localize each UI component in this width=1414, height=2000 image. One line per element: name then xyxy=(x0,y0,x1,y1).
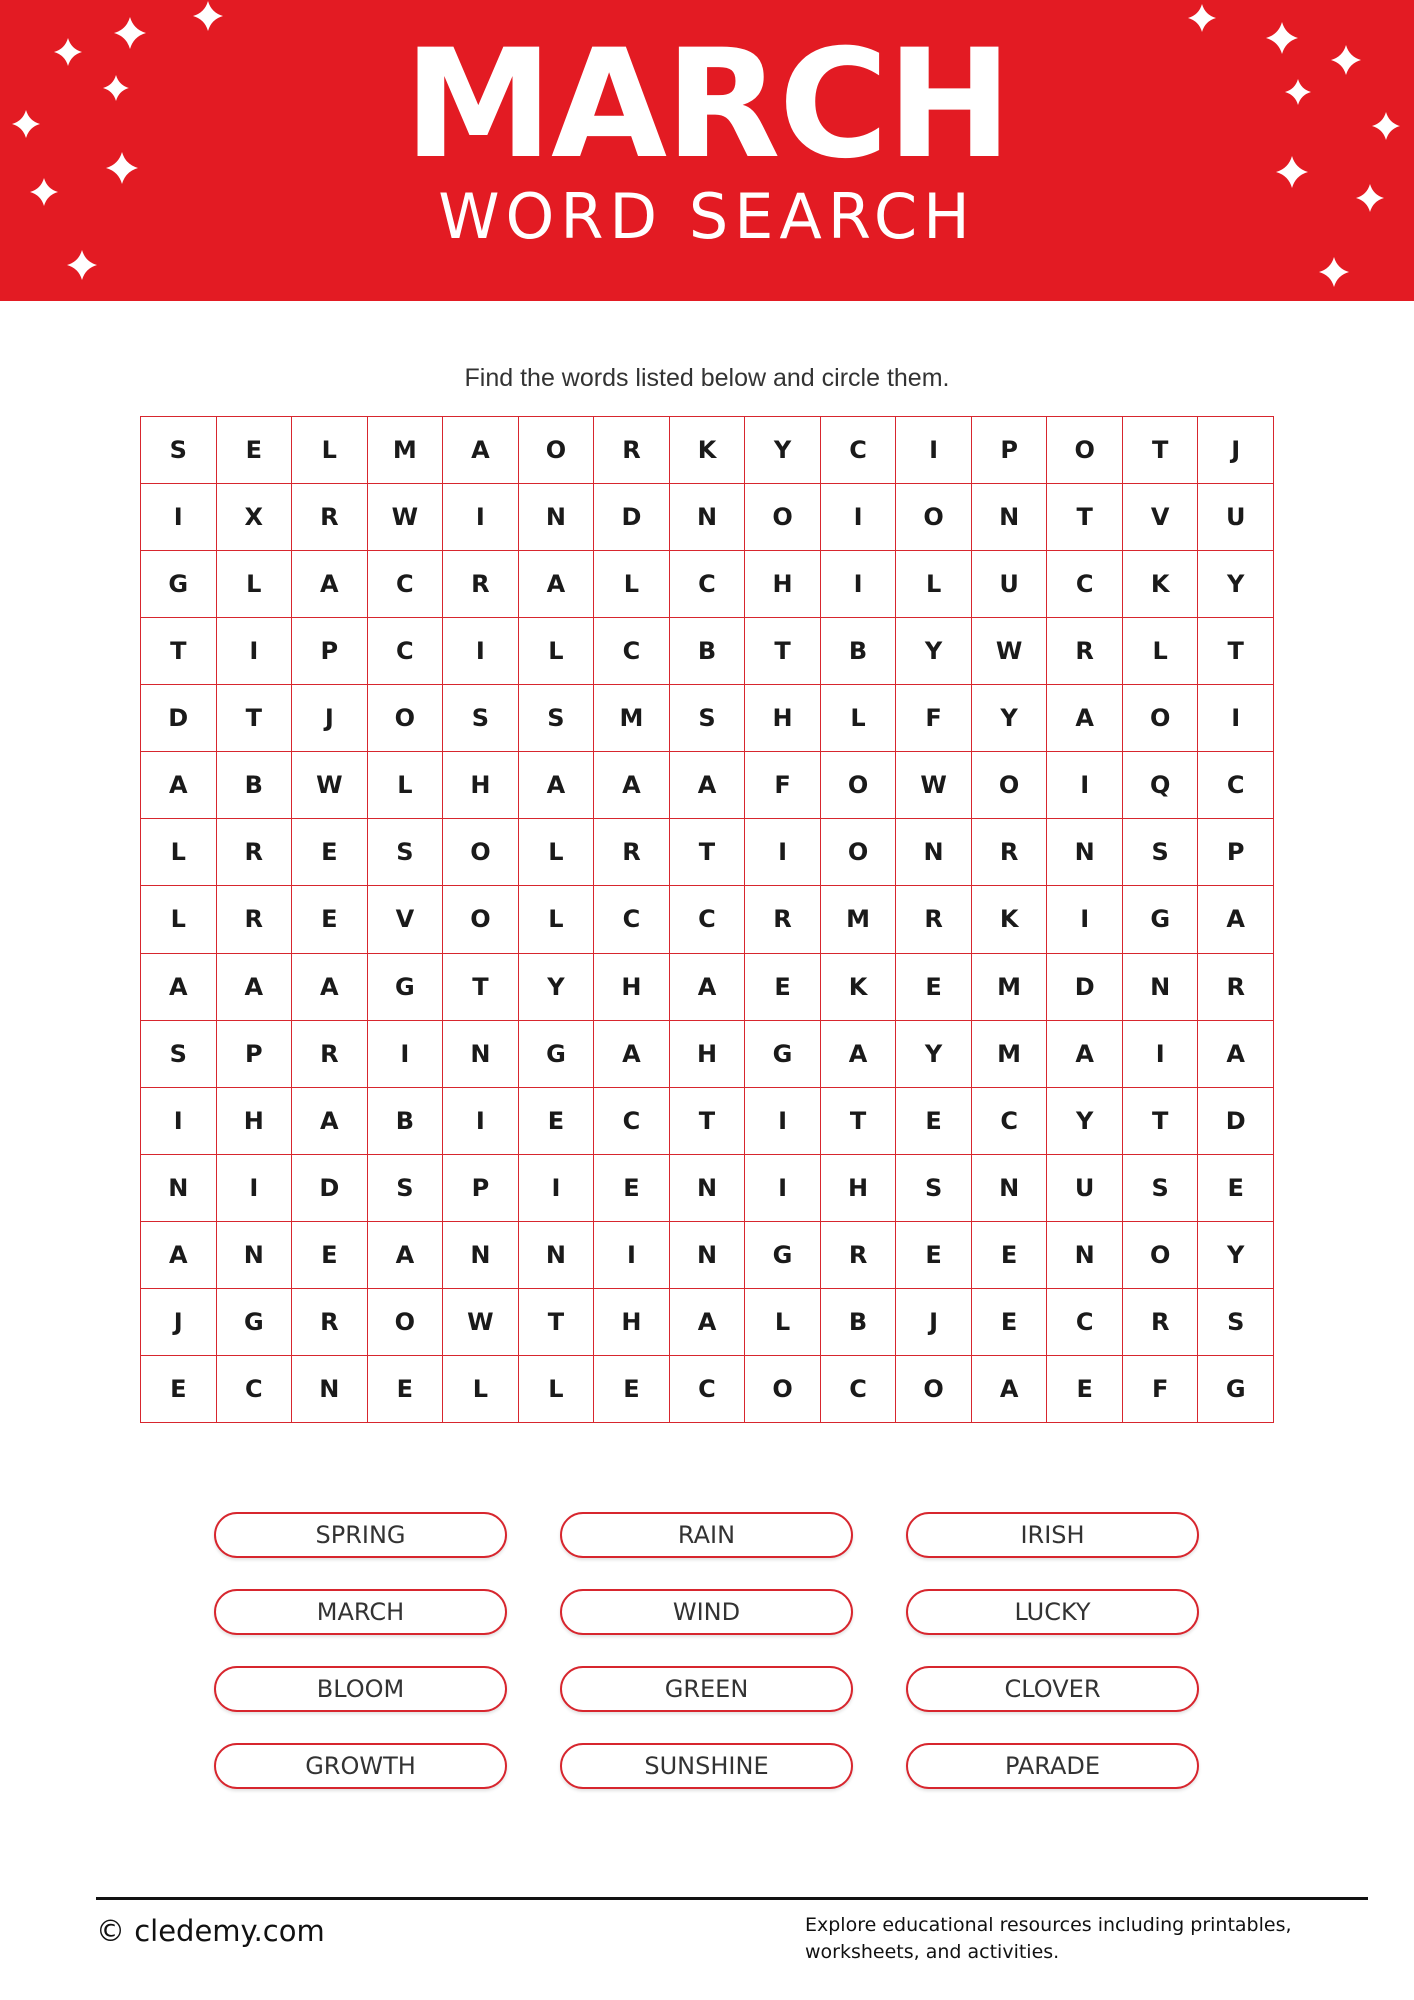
grid-cell[interactable]: J xyxy=(1198,417,1274,484)
grid-cell[interactable]: D xyxy=(1198,1088,1274,1155)
word-pill: SUNSHINE xyxy=(560,1743,853,1789)
grid-cell[interactable]: E xyxy=(368,1356,444,1423)
grid-cell[interactable]: I xyxy=(821,551,897,618)
grid-cell[interactable]: G xyxy=(519,1021,595,1088)
grid-cell[interactable]: A xyxy=(670,954,746,1021)
grid-cell[interactable]: N xyxy=(972,484,1048,551)
grid-cell[interactable]: E xyxy=(972,1289,1048,1356)
grid-cell[interactable]: Y xyxy=(896,1021,972,1088)
grid-cell[interactable]: J xyxy=(141,1289,217,1356)
grid-cell[interactable]: R xyxy=(594,819,670,886)
grid-cell[interactable]: S xyxy=(1123,819,1199,886)
grid-cell[interactable]: O xyxy=(443,886,519,953)
grid-cell[interactable]: M xyxy=(972,954,1048,1021)
word-pill: GROWTH xyxy=(214,1743,507,1789)
grid-cell[interactable]: G xyxy=(1198,1356,1274,1423)
grid-cell[interactable]: G xyxy=(141,551,217,618)
grid-cell[interactable]: P xyxy=(292,618,368,685)
grid-cell[interactable]: O xyxy=(896,484,972,551)
grid-cell[interactable]: E xyxy=(292,886,368,953)
grid-cell[interactable]: F xyxy=(1123,1356,1199,1423)
grid-cell[interactable]: Y xyxy=(1198,1222,1274,1289)
instructions-text: Find the words listed below and circle them. xyxy=(464,364,950,392)
grid-cell[interactable]: A xyxy=(1198,1021,1274,1088)
grid-cell[interactable]: I xyxy=(1123,1021,1199,1088)
page-subtitle: WORD SEARCH xyxy=(438,180,976,253)
grid-cell[interactable]: C xyxy=(1198,752,1274,819)
grid-cell[interactable]: Y xyxy=(519,954,595,1021)
grid-cell[interactable]: C xyxy=(368,551,444,618)
grid-cell[interactable]: U xyxy=(1198,484,1274,551)
grid-cell[interactable]: T xyxy=(443,954,519,1021)
grid-cell[interactable]: I xyxy=(1047,886,1123,953)
word-pill: CLOVER xyxy=(906,1666,1199,1712)
grid-cell[interactable]: N xyxy=(972,1155,1048,1222)
grid-cell[interactable]: T xyxy=(1198,618,1274,685)
grid-cell[interactable]: I xyxy=(821,484,897,551)
sparkle-icon xyxy=(1319,257,1349,287)
grid-cell[interactable]: C xyxy=(594,886,670,953)
grid-cell[interactable]: R xyxy=(821,1222,897,1289)
word-pill: LUCKY xyxy=(906,1589,1199,1635)
grid-cell[interactable]: G xyxy=(745,1021,821,1088)
grid-cell[interactable]: H xyxy=(745,551,821,618)
page-title: MARCH xyxy=(403,18,1011,192)
grid-cell[interactable]: O xyxy=(745,484,821,551)
grid-cell[interactable]: A xyxy=(141,954,217,1021)
grid-cell[interactable]: A xyxy=(670,1289,746,1356)
grid-cell[interactable]: L xyxy=(519,886,595,953)
sparkle-icon xyxy=(67,250,97,280)
grid-cell[interactable]: R xyxy=(896,886,972,953)
grid-cell[interactable]: C xyxy=(594,618,670,685)
grid-cell[interactable]: E xyxy=(896,1088,972,1155)
grid-cell[interactable]: E xyxy=(896,1222,972,1289)
grid-cell[interactable]: K xyxy=(972,886,1048,953)
grid-cell[interactable]: D xyxy=(141,685,217,752)
grid-cell[interactable]: E xyxy=(519,1088,595,1155)
grid-cell[interactable]: F xyxy=(745,752,821,819)
word-search-grid xyxy=(140,416,1274,1423)
grid-cell[interactable]: T xyxy=(141,618,217,685)
grid-cell[interactable]: T xyxy=(1123,1088,1199,1155)
grid-cell[interactable]: T xyxy=(519,1289,595,1356)
grid-cell[interactable]: E xyxy=(292,1222,368,1289)
grid-cell[interactable]: A xyxy=(141,752,217,819)
grid-cell[interactable]: N xyxy=(217,1222,293,1289)
grid-cell[interactable]: S xyxy=(1198,1289,1274,1356)
grid-cell[interactable]: N xyxy=(670,1222,746,1289)
grid-cell[interactable]: N xyxy=(292,1356,368,1423)
grid-cell[interactable]: I xyxy=(745,1088,821,1155)
grid-cell[interactable]: W xyxy=(292,752,368,819)
grid-cell[interactable]: L xyxy=(1123,618,1199,685)
grid-cell[interactable]: L xyxy=(141,886,217,953)
grid-cell[interactable]: L xyxy=(745,1289,821,1356)
grid-cell[interactable]: P xyxy=(1198,819,1274,886)
grid-cell[interactable]: E xyxy=(972,1222,1048,1289)
grid-cell[interactable]: O xyxy=(745,1356,821,1423)
grid-cell[interactable]: R xyxy=(1047,618,1123,685)
grid-cell[interactable]: V xyxy=(1123,484,1199,551)
grid-cell[interactable]: U xyxy=(1047,1155,1123,1222)
grid-cell[interactable]: A xyxy=(292,1088,368,1155)
word-pill: MARCH xyxy=(214,1589,507,1635)
grid-cell[interactable]: L xyxy=(821,685,897,752)
grid-cell[interactable]: L xyxy=(368,752,444,819)
word-pill: WIND xyxy=(560,1589,853,1635)
grid-cell[interactable]: C xyxy=(972,1088,1048,1155)
grid-cell[interactable]: C xyxy=(1047,551,1123,618)
grid-cell[interactable]: B xyxy=(670,618,746,685)
grid-cell[interactable]: Y xyxy=(972,685,1048,752)
word-pill: SPRING xyxy=(214,1512,507,1558)
grid-cell[interactable]: C xyxy=(670,886,746,953)
grid-cell[interactable]: S xyxy=(368,819,444,886)
footer-blurb: Explore educational resources including printables, worksheets, and activities. xyxy=(805,1914,1292,1963)
grid-cell[interactable]: I xyxy=(443,1088,519,1155)
grid-cell[interactable]: L xyxy=(217,551,293,618)
grid-cell[interactable]: R xyxy=(745,886,821,953)
grid-cell[interactable]: E xyxy=(141,1356,217,1423)
footer-divider xyxy=(96,1897,1368,1900)
grid-cell[interactable]: A xyxy=(821,1021,897,1088)
grid-cell[interactable]: L xyxy=(443,1356,519,1423)
word-list xyxy=(214,1512,1200,1789)
grid-cell[interactable]: M xyxy=(368,417,444,484)
grid-cell[interactable]: S xyxy=(519,685,595,752)
grid-cell[interactable]: A xyxy=(519,752,595,819)
grid-cell[interactable]: I xyxy=(217,1155,293,1222)
grid-cell[interactable]: N xyxy=(141,1155,217,1222)
grid-cell[interactable]: X xyxy=(217,484,293,551)
grid-cell[interactable]: I xyxy=(745,1155,821,1222)
grid-cell[interactable]: I xyxy=(368,1021,444,1088)
sparkle-icon xyxy=(193,1,223,31)
grid-cell[interactable]: I xyxy=(745,819,821,886)
grid-cell[interactable]: A xyxy=(368,1222,444,1289)
word-pill: GREEN xyxy=(560,1666,853,1712)
grid-cell[interactable]: R xyxy=(217,819,293,886)
grid-cell[interactable]: N xyxy=(1047,819,1123,886)
grid-cell[interactable]: E xyxy=(217,417,293,484)
grid-cell[interactable]: P xyxy=(217,1021,293,1088)
grid-cell[interactable]: O xyxy=(368,1289,444,1356)
grid-cell[interactable]: W xyxy=(896,752,972,819)
grid-cell[interactable]: B xyxy=(217,752,293,819)
grid-cell[interactable]: G xyxy=(745,1222,821,1289)
grid-cell[interactable]: L xyxy=(519,618,595,685)
grid-cell[interactable]: B xyxy=(821,1289,897,1356)
grid-cell[interactable]: R xyxy=(292,484,368,551)
grid-cell[interactable]: H xyxy=(745,685,821,752)
grid-cell[interactable]: E xyxy=(1198,1155,1274,1222)
grid-cell[interactable]: A xyxy=(217,954,293,1021)
grid-cell[interactable]: G xyxy=(368,954,444,1021)
word-pill: PARADE xyxy=(906,1743,1199,1789)
grid-cell[interactable]: T xyxy=(670,819,746,886)
grid-cell[interactable]: R xyxy=(217,886,293,953)
grid-cell[interactable]: I xyxy=(1047,752,1123,819)
grid-cell[interactable]: M xyxy=(972,1021,1048,1088)
grid-cell[interactable]: H xyxy=(443,752,519,819)
header-banner xyxy=(0,0,1414,301)
grid-cell[interactable]: T xyxy=(1123,417,1199,484)
grid-cell[interactable]: W xyxy=(972,618,1048,685)
grid-cell[interactable]: M xyxy=(594,685,670,752)
grid-cell[interactable]: S xyxy=(443,685,519,752)
grid-cell[interactable]: N xyxy=(896,819,972,886)
grid-cell[interactable]: R xyxy=(1123,1289,1199,1356)
grid-cell[interactable]: O xyxy=(519,417,595,484)
grid-cell[interactable]: O xyxy=(821,819,897,886)
sparkle-icon xyxy=(1188,4,1216,32)
grid-cell[interactable]: A xyxy=(292,551,368,618)
grid-cell[interactable]: A xyxy=(1047,1021,1123,1088)
grid-cell[interactable]: A xyxy=(594,752,670,819)
grid-cell[interactable]: S xyxy=(1123,1155,1199,1222)
grid-cell[interactable]: N xyxy=(443,1021,519,1088)
grid-cell[interactable]: A xyxy=(1047,685,1123,752)
grid-cell[interactable]: A xyxy=(292,954,368,1021)
grid-cell[interactable]: K xyxy=(1123,551,1199,618)
grid-cell[interactable]: N xyxy=(670,1155,746,1222)
grid-cell[interactable]: L xyxy=(519,1356,595,1423)
grid-cell[interactable]: C xyxy=(217,1356,293,1423)
grid-cell[interactable]: Q xyxy=(1123,752,1199,819)
grid-cell[interactable]: O xyxy=(1047,417,1123,484)
grid-cell[interactable]: H xyxy=(594,1289,670,1356)
grid-cell[interactable]: C xyxy=(670,551,746,618)
grid-cell[interactable]: Y xyxy=(745,417,821,484)
grid-cell[interactable]: E xyxy=(745,954,821,1021)
grid-cell[interactable]: O xyxy=(368,685,444,752)
grid-cell[interactable]: H xyxy=(594,954,670,1021)
grid-cell[interactable]: C xyxy=(1047,1289,1123,1356)
grid-cell[interactable]: S xyxy=(368,1155,444,1222)
grid-cell[interactable]: I xyxy=(594,1222,670,1289)
grid-cell[interactable]: P xyxy=(443,1155,519,1222)
grid-cell[interactable]: T xyxy=(670,1088,746,1155)
grid-cell[interactable]: C xyxy=(594,1088,670,1155)
grid-cell[interactable]: A xyxy=(443,417,519,484)
grid-cell[interactable]: A xyxy=(670,752,746,819)
grid-cell[interactable]: Y xyxy=(1198,551,1274,618)
grid-cell[interactable]: Y xyxy=(1047,1088,1123,1155)
grid-cell[interactable]: S xyxy=(141,1021,217,1088)
grid-cell[interactable]: W xyxy=(443,1289,519,1356)
word-pill: BLOOM xyxy=(214,1666,507,1712)
grid-cell[interactable]: D xyxy=(1047,954,1123,1021)
grid-cell[interactable]: C xyxy=(821,417,897,484)
grid-cell[interactable]: B xyxy=(821,618,897,685)
grid-cell[interactable]: M xyxy=(821,886,897,953)
grid-cell[interactable]: L xyxy=(292,417,368,484)
grid-cell[interactable]: A xyxy=(1198,886,1274,953)
grid-cell[interactable]: R xyxy=(443,551,519,618)
grid-cell[interactable]: L xyxy=(594,551,670,618)
grid-cell[interactable]: N xyxy=(519,1222,595,1289)
grid-cell[interactable]: O xyxy=(443,819,519,886)
grid-cell[interactable]: I xyxy=(141,484,217,551)
grid-cell[interactable]: N xyxy=(1123,954,1199,1021)
grid-cell[interactable]: C xyxy=(670,1356,746,1423)
grid-cell[interactable]: O xyxy=(1123,685,1199,752)
grid-cell[interactable]: A xyxy=(141,1222,217,1289)
word-pill: RAIN xyxy=(560,1512,853,1558)
grid-cell[interactable]: I xyxy=(443,618,519,685)
grid-cell[interactable]: N xyxy=(443,1222,519,1289)
grid-cell[interactable]: I xyxy=(141,1088,217,1155)
grid-cell[interactable]: L xyxy=(141,819,217,886)
grid-cell[interactable]: B xyxy=(368,1088,444,1155)
grid-cell[interactable]: A xyxy=(972,1356,1048,1423)
grid-cell[interactable]: G xyxy=(217,1289,293,1356)
grid-cell[interactable]: H xyxy=(670,1021,746,1088)
grid-cell[interactable]: J xyxy=(896,1289,972,1356)
grid-cell[interactable]: E xyxy=(594,1356,670,1423)
grid-cell[interactable]: U xyxy=(972,551,1048,618)
grid-cell[interactable]: R xyxy=(292,1021,368,1088)
word-pill: IRISH xyxy=(906,1512,1199,1558)
grid-cell[interactable]: K xyxy=(670,417,746,484)
grid-cell[interactable]: E xyxy=(896,954,972,1021)
grid-cell[interactable]: T xyxy=(217,685,293,752)
grid-cell[interactable]: N xyxy=(670,484,746,551)
grid-cell[interactable]: J xyxy=(292,685,368,752)
grid-cell[interactable]: I xyxy=(519,1155,595,1222)
grid-cell[interactable]: T xyxy=(1047,484,1123,551)
grid-cell[interactable]: O xyxy=(896,1356,972,1423)
grid-cell[interactable]: V xyxy=(368,886,444,953)
grid-cell[interactable]: W xyxy=(368,484,444,551)
grid-cell[interactable]: A xyxy=(594,1021,670,1088)
grid-cell[interactable]: T xyxy=(745,618,821,685)
grid-cell[interactable]: C xyxy=(821,1356,897,1423)
grid-cell[interactable]: S xyxy=(670,685,746,752)
grid-cell[interactable]: R xyxy=(1198,954,1274,1021)
grid-cell[interactable]: N xyxy=(519,484,595,551)
grid-cell[interactable]: S xyxy=(896,1155,972,1222)
grid-cell[interactable]: A xyxy=(519,551,595,618)
grid-cell[interactable]: R xyxy=(972,819,1048,886)
grid-cell[interactable]: E xyxy=(594,1155,670,1222)
grid-cell[interactable]: C xyxy=(368,618,444,685)
grid-cell[interactable]: R xyxy=(594,417,670,484)
grid-cell[interactable]: T xyxy=(821,1088,897,1155)
grid-cell[interactable]: D xyxy=(292,1155,368,1222)
grid-cell[interactable]: I xyxy=(896,417,972,484)
grid-cell[interactable]: H xyxy=(217,1088,293,1155)
grid-cell[interactable]: D xyxy=(594,484,670,551)
grid-cell[interactable]: H xyxy=(821,1155,897,1222)
grid-cell[interactable]: F xyxy=(896,685,972,752)
grid-cell[interactable]: I xyxy=(217,618,293,685)
grid-cell[interactable]: L xyxy=(519,819,595,886)
grid-cell[interactable]: K xyxy=(821,954,897,1021)
grid-cell[interactable]: Y xyxy=(896,618,972,685)
grid-cell[interactable]: S xyxy=(141,417,217,484)
footer-site-link[interactable]: © cledemy.com xyxy=(96,1914,325,1948)
grid-cell[interactable]: O xyxy=(821,752,897,819)
grid-cell[interactable]: E xyxy=(292,819,368,886)
grid-cell[interactable]: O xyxy=(1123,1222,1199,1289)
grid-cell[interactable]: I xyxy=(443,484,519,551)
grid-cell[interactable]: E xyxy=(1047,1356,1123,1423)
grid-cell[interactable]: O xyxy=(972,752,1048,819)
grid-cell[interactable]: G xyxy=(1123,886,1199,953)
grid-cell[interactable]: L xyxy=(896,551,972,618)
grid-cell[interactable]: I xyxy=(1198,685,1274,752)
grid-cell[interactable]: R xyxy=(292,1289,368,1356)
grid-cell[interactable]: N xyxy=(1047,1222,1123,1289)
grid-cell[interactable]: P xyxy=(972,417,1048,484)
